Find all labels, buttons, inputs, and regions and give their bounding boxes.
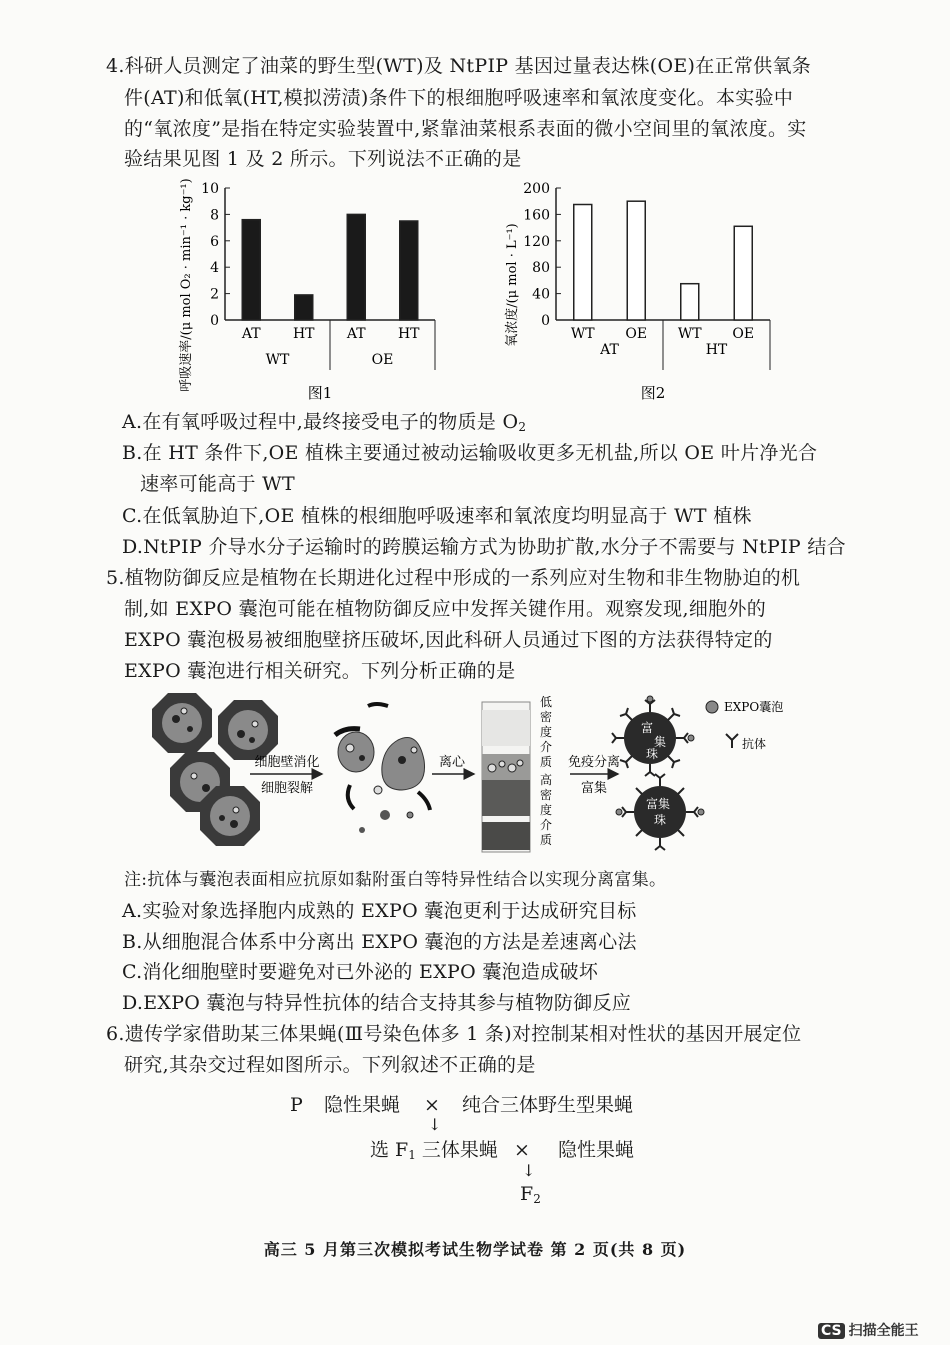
q4-line-4: 验结果见图 1 及 2 所示。下列说法不正确的是 [124, 148, 522, 170]
cross-f1: 选 $F_1$ 三体果蝇 [370, 1139, 498, 1162]
x-tick-label: AT [241, 326, 261, 342]
arrow1-bottom-label: 细胞裂解 [260, 781, 314, 796]
y-tick-label: 160 [523, 207, 550, 224]
figure-caption: 图2 [640, 384, 666, 402]
q4-line-2: 件(AT)和低氧(HT,模拟涝渍)条件下的根细胞呼吸速率和氧浓度变化。本实验中 [124, 87, 794, 109]
svg-text:集: 集 [654, 735, 667, 749]
figure-1-respiration-chart [170, 172, 440, 402]
page-footer: 高三 5 月第三次模拟考试生物学试卷 第 2 页(共 8 页) [263, 1240, 687, 1259]
scanner-watermark: CS 扫描全能王 [818, 1320, 919, 1340]
x-tick-label: HT [397, 326, 420, 342]
bar [627, 201, 645, 320]
group-label: WT [265, 352, 290, 368]
y-tick-label: 2 [210, 286, 219, 303]
svg-text:珠: 珠 [646, 747, 659, 761]
q4-line-3: 的“氧浓度”是指在特定实验装置中,紧靠油菜根系表面的微小空间里的氧浓度。实 [124, 118, 807, 140]
q5-option-d: D.EXPO 囊泡与特异性抗体的结合支持其参与植物防御反应 [122, 992, 632, 1014]
vesicle-legend-icon [706, 701, 718, 713]
svg-text:富集: 富集 [646, 797, 671, 811]
cross-times-2: × [514, 1139, 530, 1161]
enrichment-bead-2-icon [616, 774, 704, 850]
cross-p: P [290, 1094, 303, 1116]
q5-line-1: 5.植物防御反应是植物在长期进化过程中形成的一系列应对生物和非生物胁迫的机 [106, 567, 801, 589]
y-tick-label: 80 [532, 260, 550, 277]
x-tick-label: HT [292, 326, 315, 342]
bar [400, 221, 418, 320]
x-tick-label: WT [570, 326, 595, 342]
q4-option-c: C.在低氧胁迫下,OE 植株的根细胞呼吸速率和氧浓度均明显高于 WT 植株 [122, 505, 752, 527]
arrow-down-icon: ↓ [428, 1115, 442, 1134]
svg-text:富: 富 [641, 721, 654, 735]
q4-option-b-line1: B.在 HT 条件下,OE 植株主要通过被动运输吸收更多无机盐,所以 OE 叶片净光合 [122, 442, 818, 464]
cross-p-right: 纯合三体野生型果蝇 [462, 1094, 634, 1116]
y-tick-label: 10 [201, 181, 219, 197]
lysed-mixture-icon [335, 704, 430, 833]
arrow-down-icon: ↓ [522, 1161, 536, 1180]
x-tick-label: OE [625, 326, 648, 342]
bar [242, 220, 260, 320]
y-tick-label: 200 [523, 181, 550, 197]
y-axis-label: 呼吸速率/(μ mol O₂ · min⁻¹ · kg⁻¹) [179, 178, 194, 392]
arrow3-top-label: 免疫分离 [567, 755, 621, 770]
arrow1-top-label: 细胞壁消化 [254, 755, 320, 770]
legend-vesicle-label: EXPO囊泡 [724, 700, 784, 714]
expo-isolation-diagram [150, 690, 830, 862]
q5-option-a: A.实验对象选择胞内成熟的 EXPO 囊泡更利于达成研究目标 [122, 900, 637, 922]
centrifuge-tube-icon [482, 702, 530, 852]
x-tick-label: AT [346, 326, 366, 342]
cross-p-left: 隐性果蝇 [324, 1094, 401, 1116]
bar [574, 205, 592, 321]
q4-option-d: D.NtPIP 介导水分子运输时的跨膜运输方式为协助扩散,水分子不需要与 NtPIP 结合 [122, 536, 846, 558]
y-tick-label: 0 [541, 313, 550, 329]
figure-caption: 图1 [307, 384, 333, 402]
q6-line-2: 研究,其杂交过程如图所示。下列叙述不正确的是 [124, 1054, 536, 1076]
q5-line-3: EXPO 囊泡极易被细胞壁挤压破坏,因此科研人员通过下图的方法获得特定的 [124, 629, 773, 651]
cross-f1-right: 隐性果蝇 [558, 1139, 635, 1161]
y-tick-label: 40 [532, 286, 550, 303]
bar [734, 226, 752, 320]
q5-option-c: C.消化细胞壁时要避免对已外泌的 EXPO 囊泡造成破坏 [122, 961, 599, 983]
group-label: AT [600, 342, 619, 358]
q5-option-b: B.从细胞混合体系中分离出 EXPO 囊泡的方法是差速离心法 [122, 931, 637, 953]
cross-times-1: × [424, 1094, 440, 1116]
x-tick-label: OE [732, 326, 755, 342]
bar [347, 214, 365, 320]
q4-option-b-line2: 速率可能高于 WT [140, 473, 295, 495]
y-axis-label: 氧浓度/(μ mol · L⁻¹) [505, 223, 520, 347]
cross-f2: $F_2$ [520, 1183, 541, 1206]
y-tick-label: 120 [523, 233, 550, 250]
svg-text:高密度介质: 高密度介质 [540, 773, 553, 847]
arrow3-bottom-label: 富集 [580, 781, 608, 796]
q5-note: 注:抗体与囊泡表面相应抗原如黏附蛋白等特异性结合以实现分离富集。 [124, 870, 667, 890]
group-label: HT [705, 342, 728, 358]
y-tick-label: 8 [210, 207, 219, 224]
bar [681, 284, 699, 320]
svg-text:珠: 珠 [654, 813, 667, 827]
q4-option-a: A.在有氧呼吸过程中,最终接受电子的物质是 $O_2$ [122, 411, 527, 434]
x-tick-label: WT [677, 326, 702, 342]
q4-line-1: 4.科研人员测定了油菜的野生型(WT)及 NtPIP 基因过量表达株(OE)在正常供氧条 [106, 55, 812, 77]
arrow2-top-label: 离心 [438, 755, 466, 770]
q5-line-2: 制,如 EXPO 囊泡可能在植物防御反应中发挥关键作用。观察发现,细胞外的 [124, 598, 767, 620]
y-tick-label: 0 [210, 313, 219, 329]
svg-text:低密度介质: 低密度介质 [540, 695, 553, 769]
y-tick-label: 4 [210, 260, 219, 277]
enrichment-bead-1-icon [612, 696, 694, 776]
y-tick-label: 6 [210, 233, 219, 250]
bar [295, 295, 313, 320]
antibody-legend-icon [726, 734, 738, 748]
q6-line-1: 6.遗传学家借助某三体果蝇(Ⅲ号染色体多 1 条)对控制某相对性状的基因开展定位 [106, 1023, 802, 1045]
group-label: OE [371, 352, 394, 368]
figure-2-oxygen-chart [500, 172, 800, 402]
q5-line-4: EXPO 囊泡进行相关研究。下列分析正确的是 [124, 660, 516, 682]
legend-antibody-label: 抗体 [742, 737, 767, 751]
